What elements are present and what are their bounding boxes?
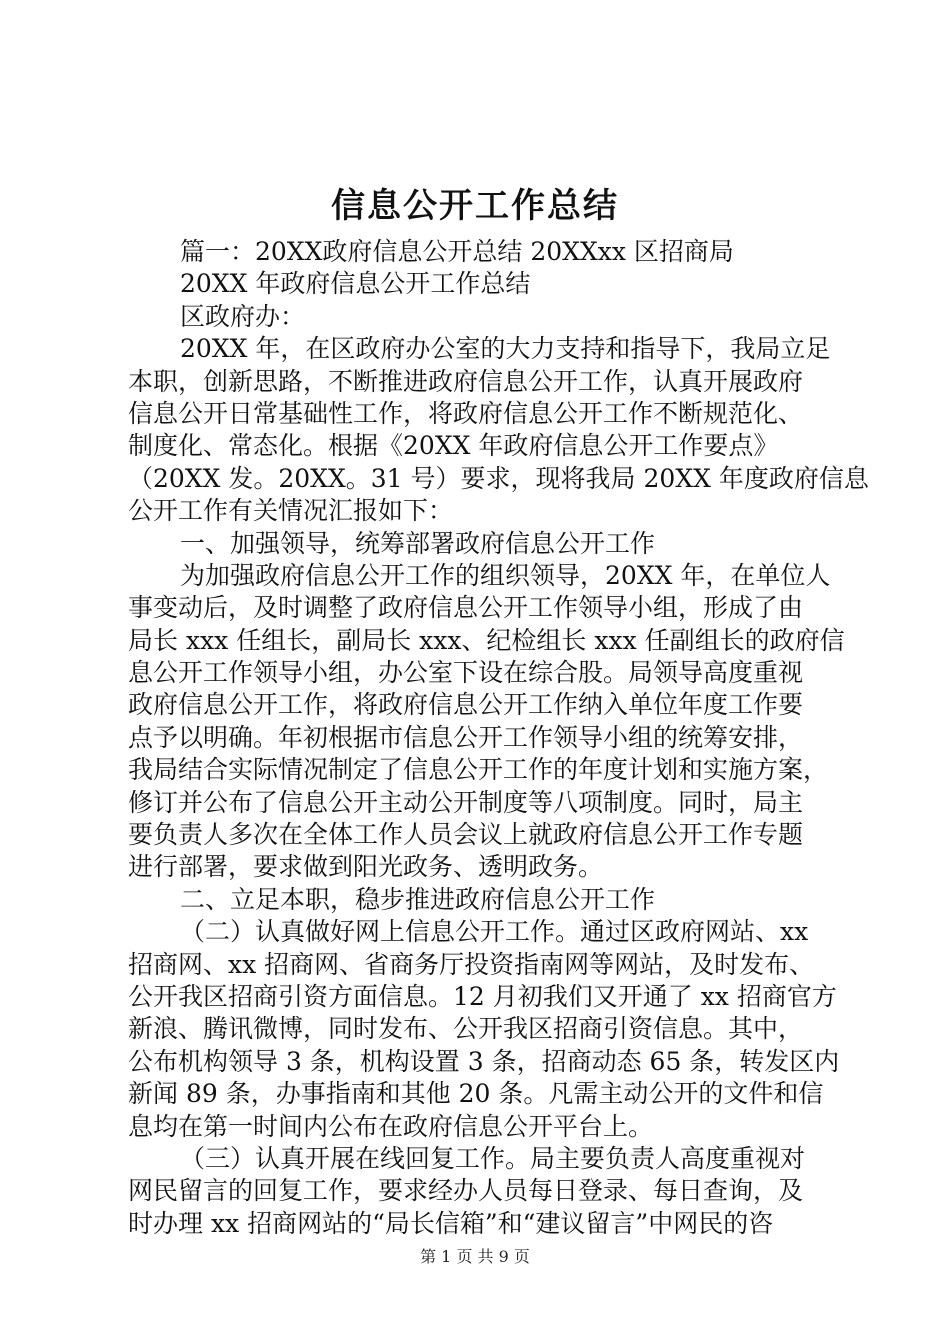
body-line-4: 20XX 年，在区政府办公室的大力支持和指导下，我局立足 (180, 334, 831, 364)
body-line-27: 新闻 89 条，办事指南和其他 20 条。凡需主动公开的文件和信 (128, 1079, 824, 1109)
body-line-23: 招商网、xx 招商网、省商务厅投资指南网等网站，及时发布、 (128, 949, 815, 979)
body-line-5: 本职，创新思路，不断推进政府信息公开工作，认真开展政府 (128, 366, 804, 396)
body-line-1: 篇一：20XX政府信息公开总结 20XXxx 区招商局 (180, 237, 734, 266)
page-footer: 第 1 页 共 9 页 (420, 1247, 530, 1266)
body-line-30: 网民留言的回复工作，要求经办人员每日登录、每日查询，及 (128, 1176, 804, 1206)
body-line-11: 为加强政府信息公开工作的组织领导，20XX 年，在单位人 (180, 560, 831, 590)
body-line-7: 制度化、常态化。根据《20XX 年政府信息公开工作要点》 (128, 431, 779, 461)
body-line-6: 信息公开日常基础性工作，将政府信息公开工作不断规范化、 (128, 398, 804, 428)
body-line-9: 公开工作有关情况汇报如下： (128, 496, 454, 526)
document-body (128, 236, 869, 1240)
body-line-15: 政府信息公开工作，将政府信息公开工作纳入单位年度工作要 (128, 690, 804, 720)
body-line-25: 新浪、腾讯微博，同时发布、公开我区招商引资信息。其中， (128, 1014, 804, 1044)
body-line-18: 修订并公布了信息公开主动公开制度等八项制度。同时，局主 (128, 787, 804, 817)
body-line-26: 公布机构领导 3 条，机构设置 3 条，招商动态 65 条，转发区内 (128, 1046, 840, 1076)
body-line-31: 时办理 xx 招商网站的“局长信箱”和“建议留言”中网民的咨 (128, 1208, 774, 1238)
body-line-12: 事变动后，及时调整了政府信息公开工作领导小组，形成了由 (128, 593, 804, 623)
body-line-17: 我局结合实际情况制定了信息公开工作的年度计划和实施方案， (128, 755, 829, 785)
body-line-16: 点予以明确。年初根据市信息公开工作领导小组的统筹安排， (128, 722, 804, 752)
body-line-22: （二）认真做好网上信息公开工作。通过区政府网站、xx (180, 917, 809, 947)
section-heading-1: 一、加强领导，统筹部署政府信息公开工作 (180, 528, 656, 558)
body-line-29: （三）认真开展在线回复工作。局主要负责人高度重视对 (180, 1143, 806, 1173)
body-line-19: 要负责人多次在全体工作人员会议上就政府信息公开工作专题 (128, 820, 804, 850)
section-heading-2: 二、立足本职，稳步推进政府信息公开工作 (180, 884, 656, 914)
body-line-13: 局长 xxx 任组长，副局长 xxx、纪检组长 xxx 任副组长的政府信 (128, 625, 845, 655)
body-line-3: 区政府办： (180, 301, 306, 331)
body-line-28: 息均在第一时间内公布在政府信息公开平台上。 (128, 1111, 654, 1141)
body-line-8: （20XX 发。20XX。31 号）要求，现将我局 20XX 年度政府信息 (128, 463, 869, 493)
body-line-24: 公开我区招商引资方面信息。12 月初我们又开通了 xx 招商官方 (128, 981, 837, 1011)
body-line-14: 息公开工作领导小组，办公室下设在综合股。局领导高度重视 (128, 658, 804, 688)
body-line-20: 进行部署，要求做到阳光政务、透明政务。 (128, 852, 604, 882)
body-line-2: 20XX 年政府信息公开工作总结 (180, 269, 531, 299)
document-title: 信息公开工作总结 (331, 186, 619, 226)
